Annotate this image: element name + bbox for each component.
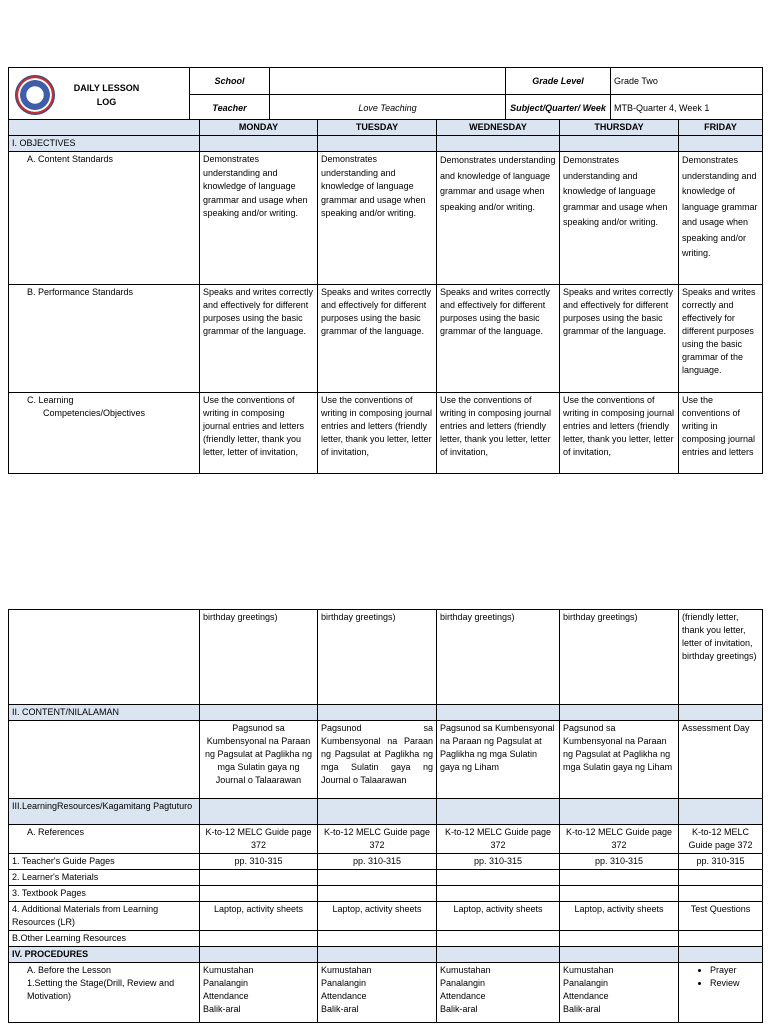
- competencies-cont-tue: birthday greetings): [318, 610, 437, 705]
- teacher-label: Teacher: [190, 95, 270, 122]
- procedures-heading: IV. PROCEDURES: [9, 947, 200, 963]
- before-lesson-label: [9, 963, 200, 1023]
- list-item: Kumustahan: [440, 965, 491, 975]
- content-thu: Pagsunod sa Kumbensyonal na Paraan ng Pagsulat at Paglikha ng mga Sulatin gaya ng Liham: [560, 721, 679, 799]
- references-tue: K-to-12 MELC Guide page 372: [318, 825, 437, 854]
- school-label: School: [190, 68, 270, 95]
- objectives-row: [9, 136, 763, 152]
- content-heading: II. CONTENT/NILALAMAN: [9, 705, 200, 721]
- performance-standards-thu: Speaks and writes correctly and effectively for different purposes using the basic grammar of the language.: [560, 285, 679, 393]
- grade-level-label: Grade Level: [506, 68, 611, 95]
- teachers-guide-tue: pp. 310-315: [318, 854, 437, 870]
- before-lesson-label-line2: 1.Setting the Stage(Drill, Review and Motivation): [27, 978, 175, 1001]
- additional-materials-fri: Test Questions: [679, 902, 763, 931]
- dll-title: [72, 81, 142, 109]
- performance-standards-label: B. Performance Standards: [9, 285, 200, 393]
- before-lesson-wed: [437, 963, 560, 1023]
- days-header-row: [9, 120, 763, 136]
- additional-materials-wed: Laptop, activity sheets: [437, 902, 560, 931]
- day-wednesday: WEDNESDAY: [437, 120, 560, 136]
- performance-standards-fri: Speaks and writes correctly and effectively for different purposes using the basic grammar of the language.: [679, 285, 763, 393]
- competencies-cont-mon: birthday greetings): [200, 610, 318, 705]
- list-item: Kumustahan: [563, 965, 614, 975]
- competencies-cont-thu: birthday greetings): [560, 610, 679, 705]
- teacher-value: Love Teaching: [270, 95, 506, 122]
- day-friday: FRIDAY: [679, 120, 763, 136]
- before-lesson-thu: [560, 963, 679, 1023]
- header-logo-cell: [9, 68, 190, 122]
- teachers-guide-fri: pp. 310-315: [679, 854, 763, 870]
- content-standards-row: [9, 152, 763, 285]
- additional-materials-mon: Laptop, activity sheets: [200, 902, 318, 931]
- performance-standards-tue: Speaks and writes correctly and effectively for different purposes using the basic grammar of the language.: [318, 285, 437, 393]
- competencies-tue: Use the conventions of writing in composing journal entries and letters (friendly letter, thank you letter, letter of invitation,: [318, 393, 437, 474]
- other-resources-row: [9, 931, 763, 947]
- competencies-fri: Use the conventions of writing in composing journal entries and letters: [679, 393, 763, 474]
- references-fri: K-to-12 MELC Guide page 372: [679, 825, 763, 854]
- list-item: • Prayer: [710, 964, 759, 977]
- references-row: [9, 825, 763, 854]
- list-item: Attendance: [440, 991, 486, 1001]
- performance-standards-row: [9, 285, 763, 393]
- additional-materials-thu: Laptop, activity sheets: [560, 902, 679, 931]
- competencies-wed: Use the conventions of writing in composing journal entries and letters (friendly letter, thank you letter, letter of invitation,: [437, 393, 560, 474]
- before-lesson-row: [9, 963, 763, 1023]
- subject-label: Subject/Quarter/ Week: [506, 95, 611, 122]
- list-item: • Review: [710, 977, 759, 990]
- competencies-label-line1: C. Learning: [27, 395, 74, 405]
- list-item: Balik-aral: [203, 1004, 241, 1014]
- other-resources-label: B.Other Learning Resources: [9, 931, 200, 947]
- procedures-heading-row: [9, 947, 763, 963]
- list-item: Panalangin: [321, 978, 367, 988]
- before-lesson-label-line1: A. Before the Lesson: [27, 965, 112, 975]
- header-table: [8, 67, 763, 122]
- competencies-cont-fri: (friendly letter, thank you letter, letter of invitation, birthday greetings): [679, 610, 763, 705]
- competencies-label: [9, 393, 200, 474]
- textbook-pages-row: [9, 886, 763, 902]
- additional-materials-row: [9, 902, 763, 931]
- content-standards-thu: Demonstrates understanding and knowledge of language grammar and usage when speaking and/or writing.: [560, 152, 679, 285]
- resources-heading-row: [9, 799, 763, 825]
- content-mon: Pagsunod sa Kumbensyonal na Paraan ng Pagsulat at Paglikha ng mga Sulatin gaya ng Journal o Talaarawan: [200, 721, 318, 799]
- list-item: Kumustahan: [321, 965, 372, 975]
- content-standards-label: A. Content Standards: [9, 152, 200, 285]
- subject-value: MTB-Quarter 4, Week 1: [611, 95, 763, 122]
- dll-title-line2: LOG: [96, 96, 117, 107]
- additional-materials-tue: Laptop, activity sheets: [318, 902, 437, 931]
- teachers-guide-wed: pp. 310-315: [437, 854, 560, 870]
- list-item: Attendance: [203, 991, 249, 1001]
- competencies-continued-row: [9, 610, 763, 705]
- content-tue: Pagsunod sa Kumbensyonal na Paraan ng Pagsulat at Paglikha ng mga Sulatin gaya ng Journal o Talaarawan: [318, 721, 437, 799]
- content-wed: Pagsunod sa Kumbensyonal na Paraan ng Pagsulat at Paglikha ng mga Sulatin gaya ng Liham: [437, 721, 560, 799]
- list-item: Balik-aral: [440, 1004, 478, 1014]
- content-standards-mon: Demonstrates understanding and knowledge of language grammar and usage when speaking and/or writing.: [200, 152, 318, 285]
- competencies-label-line2: Competencies/Objectives: [43, 408, 146, 418]
- competencies-cont-wed: birthday greetings): [437, 610, 560, 705]
- performance-standards-mon: Speaks and writes correctly and effectively for different purposes using the basic grammar of the language.: [200, 285, 318, 393]
- grade-level-value: Grade Two: [611, 68, 763, 95]
- content-row: [9, 721, 763, 799]
- references-label: A. References: [9, 825, 200, 854]
- objectives-table: [8, 119, 763, 474]
- school-value: [270, 68, 506, 95]
- content-standards-tue: Demonstrates understanding and knowledge of language grammar and usage when speaking and/or writing.: [318, 152, 437, 285]
- learners-materials-row: [9, 870, 763, 886]
- list-item: Attendance: [321, 991, 367, 1001]
- before-lesson-fri: [679, 963, 763, 1023]
- competencies-thu: Use the conventions of writing in composing journal entries and letters (friendly letter, thank you letter, letter of invitation,: [560, 393, 679, 474]
- content-resources-table: [8, 609, 763, 1023]
- additional-materials-label: 4. Additional Materials from Learning Resources (LR): [9, 902, 200, 931]
- list-item: Attendance: [563, 991, 609, 1001]
- day-monday: MONDAY: [200, 120, 318, 136]
- list-item: Balik-aral: [563, 1004, 601, 1014]
- teachers-guide-row: [9, 854, 763, 870]
- list-item: Panalangin: [203, 978, 249, 988]
- day-thursday: THURSDAY: [560, 120, 679, 136]
- objectives-heading: I. OBJECTIVES: [9, 136, 200, 152]
- competencies-mon: Use the conventions of writing in composing journal entries and letters (friendly letter, thank you letter, letter of invitation,: [200, 393, 318, 474]
- dll-title-line1: DAILY LESSON: [73, 82, 140, 93]
- competencies-row: [9, 393, 763, 474]
- deped-seal-icon: [15, 75, 55, 115]
- references-wed: K-to-12 MELC Guide page 372: [437, 825, 560, 854]
- list-item: Panalangin: [440, 978, 486, 988]
- content-heading-row: [9, 705, 763, 721]
- textbook-pages-label: 3. Textbook Pages: [9, 886, 200, 902]
- learners-materials-label: 2. Learner's Materials: [9, 870, 200, 886]
- content-standards-wed: Demonstrates understanding and knowledge of language grammar and usage when speaking and/or writing.: [437, 152, 560, 285]
- list-item: Balik-aral: [321, 1004, 359, 1014]
- before-lesson-fri-list: [682, 964, 759, 990]
- day-tuesday: TUESDAY: [318, 120, 437, 136]
- list-item: Panalangin: [563, 978, 609, 988]
- teachers-guide-label: 1. Teacher's Guide Pages: [9, 854, 200, 870]
- performance-standards-wed: Speaks and writes correctly and effectively for different purposes using the basic grammar of the language.: [437, 285, 560, 393]
- list-item: Kumustahan: [203, 965, 254, 975]
- content-fri: Assessment Day: [679, 721, 763, 799]
- content-standards-fri: Demonstrates understanding and knowledge of language grammar and usage when speaking and/or writing.: [679, 152, 763, 285]
- references-thu: K-to-12 MELC Guide page 372: [560, 825, 679, 854]
- references-mon: K-to-12 MELC Guide page 372: [200, 825, 318, 854]
- teachers-guide-thu: pp. 310-315: [560, 854, 679, 870]
- before-lesson-tue: [318, 963, 437, 1023]
- resources-heading: III.LearningResources/Kagamitang Pagtuturo: [9, 799, 200, 825]
- teachers-guide-mon: pp. 310-315: [200, 854, 318, 870]
- before-lesson-mon: [200, 963, 318, 1023]
